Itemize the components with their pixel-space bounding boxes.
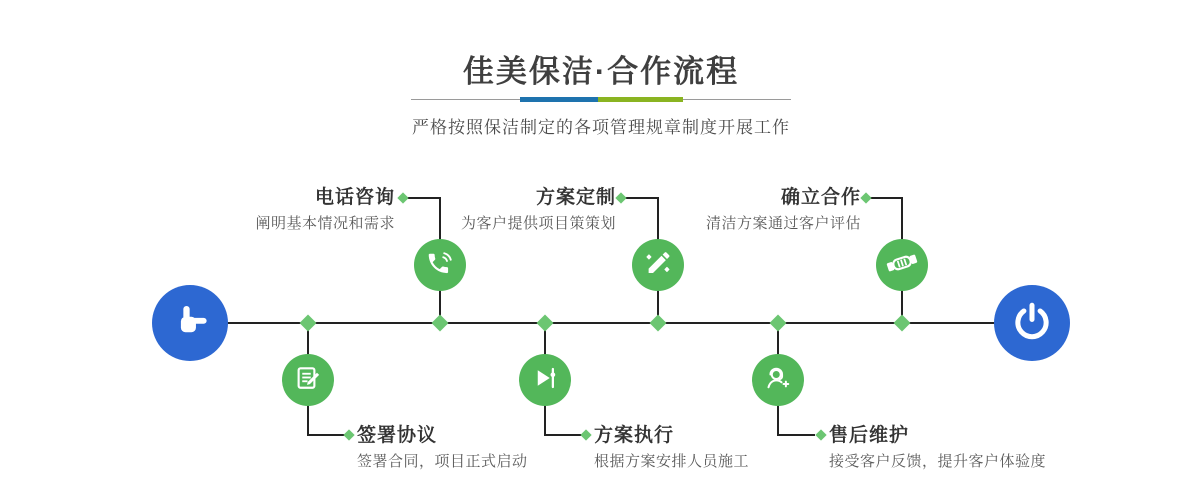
page-subtitle: 严格按照保洁制定的各项管理规章制度开展工作 — [412, 118, 790, 137]
step-circle-play — [519, 354, 571, 406]
connector-line — [307, 434, 345, 436]
label-diamond — [580, 429, 591, 440]
step-title: 方案执行 — [594, 425, 675, 446]
power-icon — [1010, 299, 1054, 348]
label-diamond — [815, 429, 826, 440]
connector-line — [406, 197, 441, 199]
hand-pointer-icon — [169, 300, 211, 347]
step-circle-handshake — [876, 239, 928, 291]
step-circle-service — [752, 354, 804, 406]
connector-line — [624, 197, 659, 199]
step-desc: 清洁方案通过客户评估 — [705, 215, 861, 232]
page-title: 佳美保洁·合作流程 — [462, 54, 740, 89]
step-title: 确立合作 — [780, 187, 861, 208]
step-desc: 签署合同，项目正式启动 — [357, 453, 528, 470]
divider-green-segment — [598, 97, 683, 102]
divider-blue-segment — [520, 97, 598, 102]
step-circle-phone — [414, 239, 466, 291]
step-label-execute — [594, 424, 749, 472]
step-title: 方案定制 — [535, 187, 616, 208]
step-circle-pencil — [632, 239, 684, 291]
label-diamond — [343, 429, 354, 440]
end-node — [994, 285, 1070, 361]
label-diamond — [860, 192, 871, 203]
pencil-icon — [643, 248, 673, 283]
divider-gray-left — [411, 99, 520, 100]
connector-line — [544, 434, 582, 436]
timeline-node-diamond — [770, 315, 787, 332]
divider-gray-right — [683, 99, 792, 100]
phone-icon — [425, 248, 455, 283]
step-desc: 阐明基本情况和需求 — [255, 215, 395, 232]
step-label-cooperate — [706, 186, 861, 234]
start-node — [152, 285, 228, 361]
connector-line — [777, 434, 815, 436]
step-desc: 为客户提供项目策策划 — [460, 215, 616, 232]
timeline-node-diamond — [432, 315, 449, 332]
step-label-sign — [357, 424, 528, 472]
step-label-plan — [461, 186, 616, 234]
timeline-node-diamond — [894, 315, 911, 332]
title-divider — [411, 97, 791, 102]
step-desc: 根据方案安排人员施工 — [594, 453, 750, 470]
step-label-phone — [255, 186, 395, 234]
play-icon — [530, 363, 560, 398]
step-title: 签署协议 — [357, 425, 438, 446]
label-diamond — [397, 192, 408, 203]
step-circle-contract — [282, 354, 334, 406]
service-icon — [763, 363, 793, 398]
timeline-node-diamond — [537, 315, 554, 332]
handshake-icon — [886, 247, 918, 284]
step-label-aftersales — [829, 424, 1046, 472]
label-diamond — [615, 192, 626, 203]
timeline-node-diamond — [300, 315, 317, 332]
timeline-node-diamond — [650, 315, 667, 332]
step-desc: 接受客户反馈，提升客户体验度 — [829, 453, 1047, 470]
step-title: 售后维护 — [829, 425, 910, 446]
step-title: 电话咨询 — [314, 187, 395, 208]
contract-icon — [293, 363, 323, 398]
connector-line — [869, 197, 903, 199]
